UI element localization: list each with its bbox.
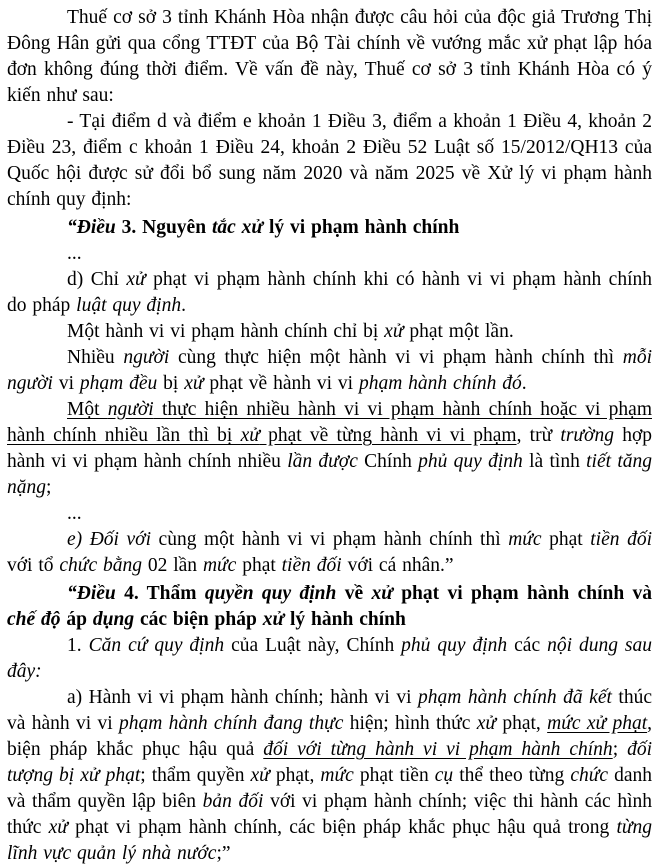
text-segment: ; xyxy=(46,477,52,498)
text-segment: cùng một hành vi vi phạm hành chính thì xyxy=(151,529,509,550)
text-segment: e) Đối với xyxy=(67,529,151,550)
text-segment: , biện pháp khắc phục hậu quả xyxy=(7,713,652,760)
text-segment: xử xyxy=(476,713,497,734)
text-segment: phạt xyxy=(541,529,591,550)
text-segment: ; xyxy=(612,739,628,760)
paragraph-one-act-once xyxy=(7,319,652,345)
paragraph-ellipsis xyxy=(7,501,652,527)
text-segment: áp xyxy=(60,609,93,630)
text-segment: 4. Thẩm xyxy=(115,583,205,604)
paragraph-many-people xyxy=(7,345,652,397)
text-segment: 02 lần xyxy=(141,555,203,576)
text-segment: 1. xyxy=(67,635,89,656)
text-segment: phạt, xyxy=(496,713,548,734)
text-segment: người xyxy=(107,399,154,420)
text-segment: ; thẩm quyền xyxy=(140,765,251,786)
text-segment: của Luật này, Chính xyxy=(224,635,402,656)
text-segment: Căn cứ quy định xyxy=(88,635,225,656)
text-segment: bị xyxy=(157,373,185,394)
text-segment: vi xyxy=(52,373,80,394)
text-segment: phạm hành chính đã kết xyxy=(418,687,612,708)
text-segment: phạt một lần. xyxy=(403,321,514,342)
text-segment: mức xyxy=(508,529,542,550)
text-segment: thực hiện nhiều hành vi vi phạm hành chính hoặc vi phạm hành chính nhiều lần thì bị xyxy=(7,399,652,446)
text-segment: với cá nhân.” xyxy=(341,555,454,576)
text-segment: phạt vi phạm hành chính, các biện pháp khắc phục hậu quả trong xyxy=(67,817,617,838)
text-segment: với vi phạm hành chính; việc thi hành các hình thức xyxy=(7,791,653,838)
text-segment: tiết tăng nặng xyxy=(7,451,652,498)
text-segment: . xyxy=(181,295,186,316)
text-segment: phủ quy định xyxy=(418,451,523,472)
text-segment: cùng thực hiện một hành vi vi phạm hành chính thì xyxy=(169,347,623,368)
text-segment: xử xyxy=(262,609,285,630)
text-segment: mức xử phạt xyxy=(547,713,648,734)
text-segment: hợp hành vi vi phạm hành chính nhiều xyxy=(7,425,653,472)
paragraph-intro xyxy=(7,5,652,109)
text-segment: ... xyxy=(67,503,82,524)
text-segment: luật quy định xyxy=(76,295,182,316)
text-segment: phạm đều xyxy=(79,373,158,394)
text-segment: - Tại điểm d và điểm e khoản 1 Điều 3, điểm a khoản 1 Điều 4, khoản 2 Điều 23, điểm c khoản 1 Điều 24, khoản 2 Điều 52 Luật số 15/2012/QH13 của Quốc hội được sử đổi bổ sung năm 2020 và năm 2025 về Xử lý vi phạm hành chính quy định: xyxy=(7,111,652,210)
text-segment: phạm hành chính đang thực xyxy=(118,713,344,734)
text-segment: , trừ xyxy=(516,425,561,446)
text-segment: xử xyxy=(240,425,260,446)
text-segment: tắc xử xyxy=(211,217,264,238)
text-segment: chức xyxy=(570,765,609,786)
text-segment: phạt tiền xyxy=(353,765,435,786)
text-segment: chế độ xyxy=(7,609,61,630)
paragraph-clause-e xyxy=(7,527,652,579)
text-segment: bản đối xyxy=(202,791,264,812)
text-segment: đối với từng hành vi vi phạm hành chính xyxy=(263,739,613,760)
text-segment: ... xyxy=(67,243,82,264)
text-segment: người xyxy=(123,347,170,368)
text-segment: phạt vi phạm hành chính khi có hành vi vi phạm hành chính do pháp xyxy=(7,269,653,316)
text-segment: phạt về hành vi vi xyxy=(203,373,359,394)
text-segment: phạt vi phạm hành chính và xyxy=(392,583,653,604)
text-segment: Một xyxy=(67,399,108,420)
text-segment: Một hành vi vi phạm hành chính chỉ bị xyxy=(67,321,385,342)
text-segment: quyền quy định xyxy=(204,583,337,604)
paragraph-item-1 xyxy=(7,633,652,685)
text-segment: Thuế cơ sở 3 tỉnh Khánh Hòa nhận được câu hỏi của độc giả Trương Thị Đông Hân gửi qua cổng TTĐT của Bộ Tài chính về vướng mắc xử phạt lập hóa đơn không đúng thời điểm. Về vấn đề này, Thuế cơ sở 3 tỉnh Khánh Hòa có ý kiến như sau: xyxy=(7,7,652,106)
text-segment: lý vi phạm hành chính xyxy=(263,217,460,238)
text-segment: d) Chỉ xyxy=(67,269,127,290)
text-segment: hiện; hình thức xyxy=(343,713,477,734)
text-segment: lý hành chính xyxy=(284,609,406,630)
text-segment: xử xyxy=(250,765,270,786)
text-segment: ;” xyxy=(216,843,231,864)
text-segment: xử xyxy=(48,817,68,838)
text-segment: phạt về từng hành vi vi phạm xyxy=(259,425,517,446)
paragraph-one-person-many-acts xyxy=(7,397,652,501)
text-segment: mức xyxy=(202,555,237,576)
text-segment: tiền đối xyxy=(281,555,342,576)
text-segment: với tổ xyxy=(7,555,60,576)
text-segment: là tình xyxy=(522,451,587,472)
text-segment: a) Hành vi vi phạm hành chính; hành vi vi xyxy=(67,687,418,708)
text-segment: từng lĩnh vực quản lý nhà nước xyxy=(7,817,652,864)
text-segment: đối tượng bị xử phạt xyxy=(7,739,652,786)
text-segment: phạt, xyxy=(269,765,321,786)
text-segment: phạm hành chính đó xyxy=(358,373,522,394)
paragraph-legal-references xyxy=(7,109,652,213)
text-segment: xử xyxy=(184,373,204,394)
heading-dieu-4 xyxy=(7,581,652,633)
text-segment: xử xyxy=(371,583,393,604)
text-segment: trường xyxy=(560,425,614,446)
text-segment: các biện pháp xyxy=(134,609,263,630)
text-segment: . xyxy=(521,373,527,394)
text-segment: “Điều xyxy=(67,583,116,604)
text-segment: thúc và hành vi vi xyxy=(7,687,653,734)
text-segment: xử xyxy=(384,321,404,342)
paragraph-ellipsis xyxy=(7,241,652,267)
text-segment: cụ xyxy=(434,765,454,786)
text-segment: các xyxy=(507,635,548,656)
text-segment: nội dung sau đây: xyxy=(7,635,653,682)
text-segment: lần được xyxy=(287,451,358,472)
text-segment: mức xyxy=(320,765,354,786)
text-segment: mỗi người xyxy=(7,347,652,394)
text-segment: phạt xyxy=(236,555,282,576)
text-segment: “Điều xyxy=(67,217,116,238)
text-segment: phủ quy định xyxy=(401,635,508,656)
text-segment: chức bằng xyxy=(59,555,142,576)
text-segment: dụng xyxy=(92,609,135,630)
text-segment: tiền đối xyxy=(590,529,652,550)
text-segment: Chính xyxy=(357,451,419,472)
heading-dieu-3 xyxy=(7,215,652,241)
paragraph-clause-d xyxy=(7,267,652,319)
text-segment: xử xyxy=(126,269,146,290)
paragraph-item-a xyxy=(7,685,652,867)
text-segment: danh và thẩm quyền lập biên xyxy=(7,765,652,812)
text-segment: thể theo từng xyxy=(453,765,571,786)
text-segment: Nhiều xyxy=(67,347,124,368)
text-segment: 3. Nguyên xyxy=(115,217,212,238)
text-segment: về xyxy=(336,583,372,604)
